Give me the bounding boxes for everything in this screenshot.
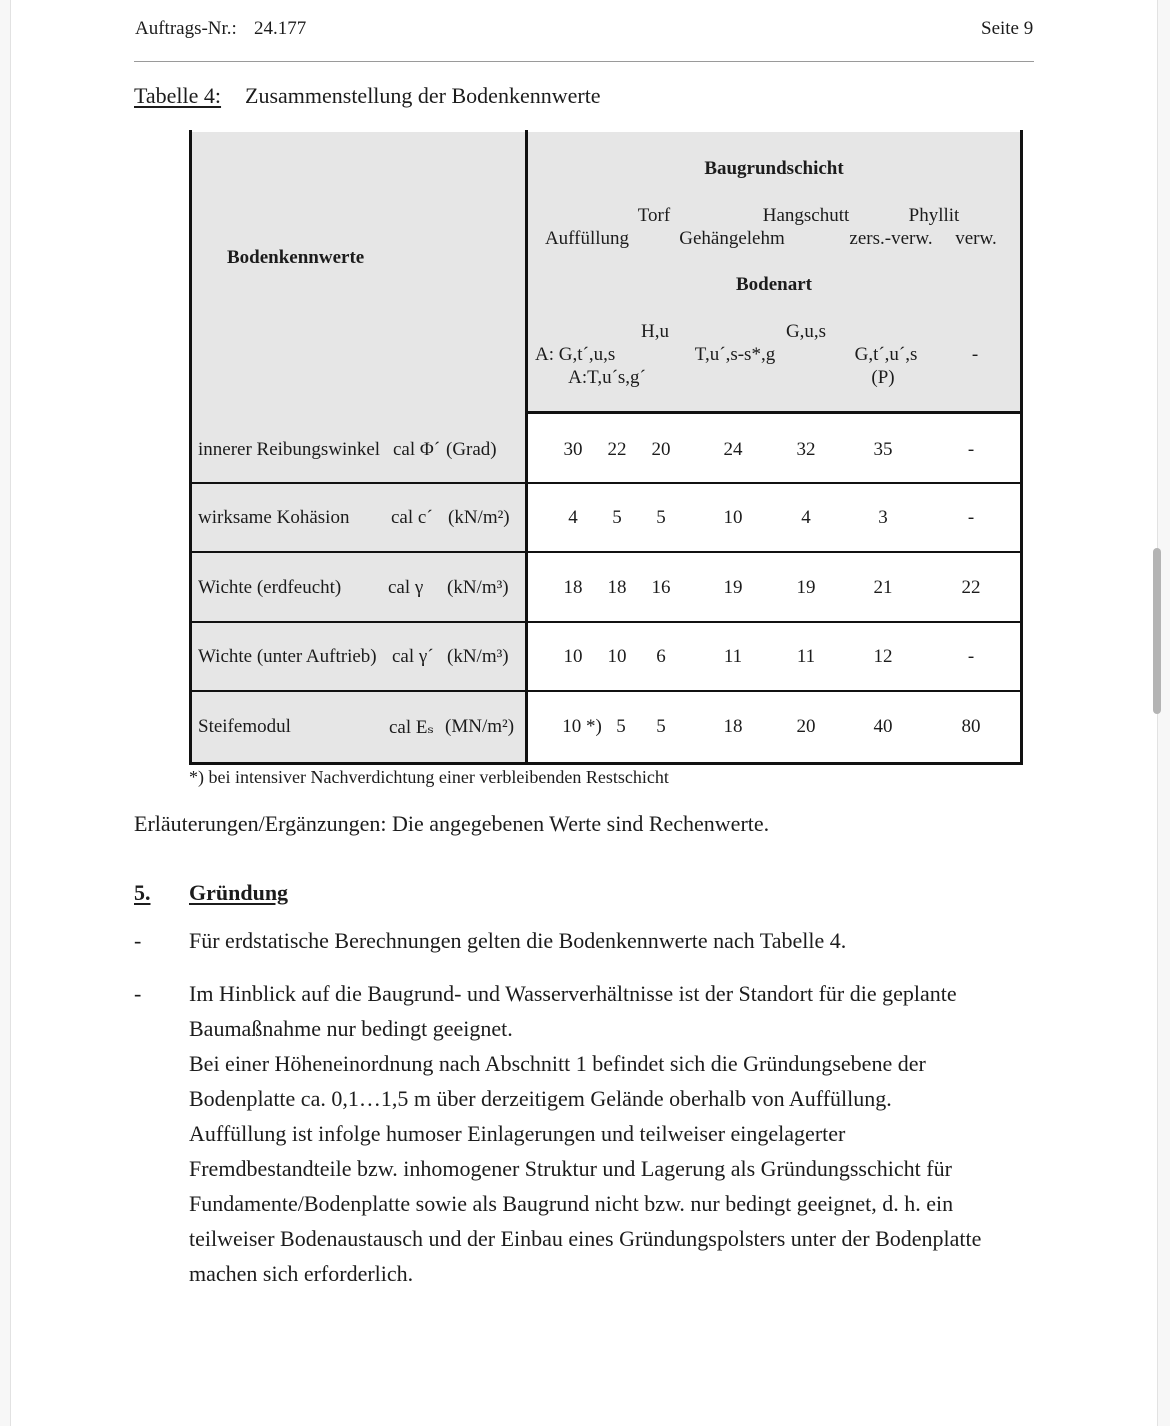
table-value-cell: 5 [612,507,622,528]
layer-zers-verw: zers.-verw. [849,228,933,249]
table-value-cell: 3 [878,507,888,528]
paragraph-line: Für erdstatische Berechnungen gelten die Bodenkennwerte nach Tabelle 4. [189,928,847,953]
layer-auffuellung: Auffüllung [544,228,630,249]
row-parameter-unit: (Grad) [446,439,497,460]
row-parameter-name: wirksame Kohäsion [198,507,350,528]
table-value-cell: 22 [961,577,981,598]
row-parameter-unit: (kN/m³) [447,577,509,598]
paragraph-line: machen sich erforderlich. [189,1261,414,1286]
table-value-cell: 6 [656,646,666,667]
table-value-cell: 4 [568,507,578,528]
bullet-marker: - [134,928,142,953]
row-parameter-name: Wichte (erdfeucht) [198,577,342,598]
section-title: Gründung [189,880,289,905]
paragraph-line: Auffüllung ist infolge humoser Einlagerungen und teilweiser eingelagerter [189,1121,846,1146]
soil-type-gtus: G,t´,u´,s [854,344,918,365]
row-parameter-symbol: cal c´ [391,507,433,528]
paragraph-line: Bei einer Höheneinordnung nach Abschnitt 1 befindet sich die Gründungsebene der [189,1051,926,1076]
bullet-marker: - [134,981,142,1006]
table-value-cell: 11 [723,646,743,667]
table-value-cell: 20 [796,716,816,737]
group-title: Baugrundschicht [704,158,844,179]
row-parameter-unit: (kN/m³) [447,646,509,667]
table-value-cell: 5 [656,716,666,737]
table-footnote: *) bei intensiver Nachverdichtung einer verbleibenden Restschicht [189,767,669,787]
table-value-cell: 11 [796,646,816,667]
table-value-cell: 16 [651,577,671,598]
paragraph-line: Fundamente/Bodenplatte sowie als Baugrund nicht bzw. nur bedingt geeignet, d. h. ein [189,1191,954,1216]
table-row-line [189,482,1023,484]
paragraph-line: Fremdbestandteile bzw. inhomogener Struktur und Lagerung als Gründungsschicht für [189,1156,952,1181]
table-row-line [189,621,1023,623]
row-parameter-symbol: cal γ [388,577,424,598]
section-number: 5. [134,880,151,905]
table-caption-label: Tabelle 4: [134,83,222,108]
notes-text: Erläuterungen/Ergänzungen: Die angegebenen Werte sind Rechenwerte. [134,811,770,836]
order-label: Auftrags-Nr.: [135,18,237,39]
row-parameter-name: Wichte (unter Auftrieb) [198,646,377,667]
page-number: Seite 9 [981,18,1034,39]
table-value-cell: 18 [607,577,627,598]
row-parameter-symbol: cal γ´ [392,646,434,667]
table-value-cell: 21 [873,577,893,598]
soil-type-title: Bodenart [736,274,812,295]
bullet-paragraph [189,976,1039,1291]
soil-type-hu: H,u [641,321,669,342]
table-value-cell: 35 [873,439,893,460]
table-caption-title: Zusammenstellung der Bodenkennwerte [245,83,601,108]
soil-type-tus: T,u´,s-s*,g [694,344,776,365]
layer-torf: Torf [637,205,671,226]
table-value-cell: 22 [607,439,627,460]
header-rule [134,61,1034,62]
soil-type-p: (P) [871,367,895,388]
paragraph-line: Im Hinblick auf die Baugrund- und Wasserverhältnisse ist der Standort für die geplante [189,981,957,1006]
paragraph-line: teilweiser Bodenaustausch und der Einbau eines Gründungspolsters unter der Bodenplatte [189,1226,982,1251]
table-value-cell: 4 [801,507,811,528]
table-bottom-border [189,762,1023,765]
table-value-cell: 10 [563,646,583,667]
table-row-line [189,551,1023,553]
soil-type-auffuellung-1: A: G,t´,u,s [535,344,616,365]
order-number: 24.177 [254,18,307,39]
layer-hangschutt: Hangschutt [762,205,850,226]
table-value-cell: 5 [616,716,626,737]
table-value-cell: 20 [651,439,671,460]
scrollbar-thumb[interactable] [1153,548,1161,714]
layer-verw: verw. [955,228,997,249]
table-value-cell: 18 [723,716,743,737]
soil-type-phyllit-verw: - [971,344,979,365]
paragraph-line: Baumaßnahme nur bedingt geeignet. [189,1016,513,1041]
table-left-border [189,130,192,765]
row-parameter-unit: (kN/m²) [448,507,510,528]
table-value-cell: 10 *) [562,716,602,737]
row-parameter-name: innerer Reibungswinkel [198,439,381,460]
table-value-cell: - [967,646,975,667]
table-row-line [189,690,1023,692]
paragraph-line: Bodenplatte ca. 0,1…1,5 m über derzeitigem Gelände oberhalb von Auffüllung. [189,1086,892,1111]
bullet-paragraph [189,923,1039,958]
table-right-border [1020,130,1023,765]
table-value-cell: 32 [796,439,816,460]
row-parameter-symbol: cal Eₛ [389,717,434,738]
table-value-cell: 80 [961,716,981,737]
table-value-cell: 40 [873,716,893,737]
table-value-cell: 10 [723,507,743,528]
table-value-cell: - [967,439,975,460]
table-value-cell: 19 [723,577,743,598]
table-value-cell: 24 [723,439,743,460]
table-value-cell: 18 [563,577,583,598]
table-value-cell: 30 [563,439,583,460]
table-value-cell: 19 [796,577,816,598]
table-value-cell: 12 [873,646,893,667]
row-parameter-unit: (MN/m²) [445,716,515,737]
table-header-divider [526,411,1023,414]
layer-gehaengelehm: Gehängelehm [679,228,785,249]
table-value-cell: 10 [607,646,627,667]
row-header-title: Bodenkennwerte [227,247,365,268]
soil-type-auffuellung-2: A:T,u´s,g´ [568,367,646,388]
row-parameter-name: Steifemodul [198,716,291,737]
row-parameter-symbol: cal Φ´ [393,439,441,460]
layer-phyllit: Phyllit [908,205,960,226]
soil-type-gus: G,u,s [785,321,827,342]
table-value-cell: - [967,507,975,528]
table-value-cell: 5 [656,507,666,528]
table-column-divider [525,130,528,765]
